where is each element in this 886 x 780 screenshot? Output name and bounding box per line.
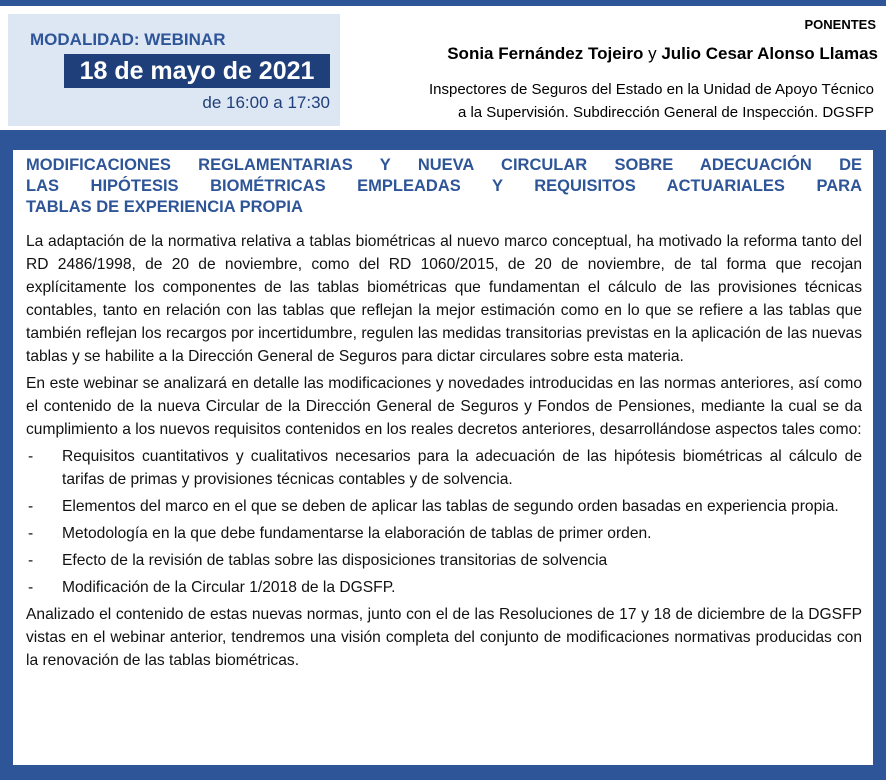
list-item [26, 495, 862, 518]
speakers-desc-line-1: Inspectores de Seguros del Estado en la Unidad de Apoyo Técnico [428, 81, 874, 98]
paragraph-intro: La adaptación de la normativa relativa a tablas biométricas al nuevo marco conceptual, ha motivado la reforma tanto del RD 2486/1998, de 20 de noviembre, como del RD 1060/2015, de 20 de noviembre, de tal forma que recojan explícitamente los componentes de las tablas biométricas que fundamentan el cálculo de las provisiones técnicas contables, tanto en relación con las tablas que reflejan la mejor estimación como en lo que se refiere a las tablas que también reflejan los recargos por incertidumbre, regulen las medidas transitorias previstas en la aplicación de las nuevas tablas y se habilite a la Dirección General de Seguros para dictar circulares sobre esta materia. [26, 233, 862, 365]
list-item [26, 522, 862, 545]
section-title-line-1: MODIFICACIONES REGLAMENTARIAS Y NUEVA CIRCULAR SOBRE ADECUACIÓN DE [26, 156, 862, 174]
section-title-line-2: LAS HIPÓTESIS BIOMÉTRICAS EMPLEADAS Y REQUISITOS ACTUARIALES PARA [26, 177, 862, 195]
section-title-line-3: TABLAS DE EXPERIENCIA PROPIA [26, 198, 303, 216]
bullet-dash: - [28, 525, 34, 542]
modality-label: MODALIDAD: WEBINAR [30, 30, 226, 49]
event-time: de 16:00 a 17:30 [202, 93, 330, 112]
paragraph-conclusion: Analizado el contenido de estas nuevas normas, junto con el de las Resoluciones de 17 y 18 de diciembre de la DGSFP vistas en el webinar anterior, tendremos una visión completa del conjunto de modificaciones normativas producidas con la renovación de las tablas biométricas. [26, 606, 862, 669]
list-item [26, 445, 862, 491]
section-title [26, 155, 862, 218]
list-item-text: Elementos del marco en el que se deben de aplicar las tablas de segundo orden basadas en experiencia propia. [62, 498, 839, 515]
speaker-1-name: Sonia Fernández Tojeiro [447, 44, 644, 63]
list-item-text: Efecto de la revisión de tablas sobre las disposiciones transitorias de solvencia [62, 552, 608, 569]
speakers-description [354, 78, 874, 124]
top-accent-bar [0, 0, 886, 6]
list-item-text: Modificación de la Circular 1/2018 de la DGSFP. [62, 579, 396, 596]
paragraph-webinar: En este webinar se analizará en detalle las modificaciones y novedades introducidas en las normas anteriores, así como el contenido de la nueva Circular de la Dirección General de Seguros y Fondos de Pensiones, mediante la cual se da cumplimiento a los nuevos requisitos contenidos en los reales decretos anteriores, desarrollándose aspectos tales como: [26, 375, 862, 438]
speakers-joiner: y [643, 44, 662, 63]
bullet-dash: - [28, 498, 34, 515]
topics-list [26, 445, 862, 599]
list-item [26, 576, 862, 599]
list-item-text: Requisitos cuantitativos y cualitativos necesarios para la adecuación de las hipótesis biométricas al cálculo de tarifas de primas y provisiones técnicas contables y de solvencia. [62, 448, 862, 488]
speakers-desc-line-2: a la Supervisión. Subdirección General de Inspección. DGSFP [457, 104, 874, 121]
event-date: 18 de mayo de 2021 [64, 54, 330, 88]
speakers-label: PONENTES [804, 17, 876, 32]
content-body [26, 230, 862, 676]
bullet-dash: - [28, 448, 34, 465]
list-item-text: Metodología en la que debe fundamentarse la elaboración de tablas de primer orden. [62, 525, 652, 542]
bullet-dash: - [28, 552, 34, 569]
list-item [26, 549, 862, 572]
bullet-dash: - [28, 579, 34, 596]
speaker-2-name: Julio Cesar Alonso Llamas [661, 44, 878, 63]
speakers-names [447, 44, 878, 64]
